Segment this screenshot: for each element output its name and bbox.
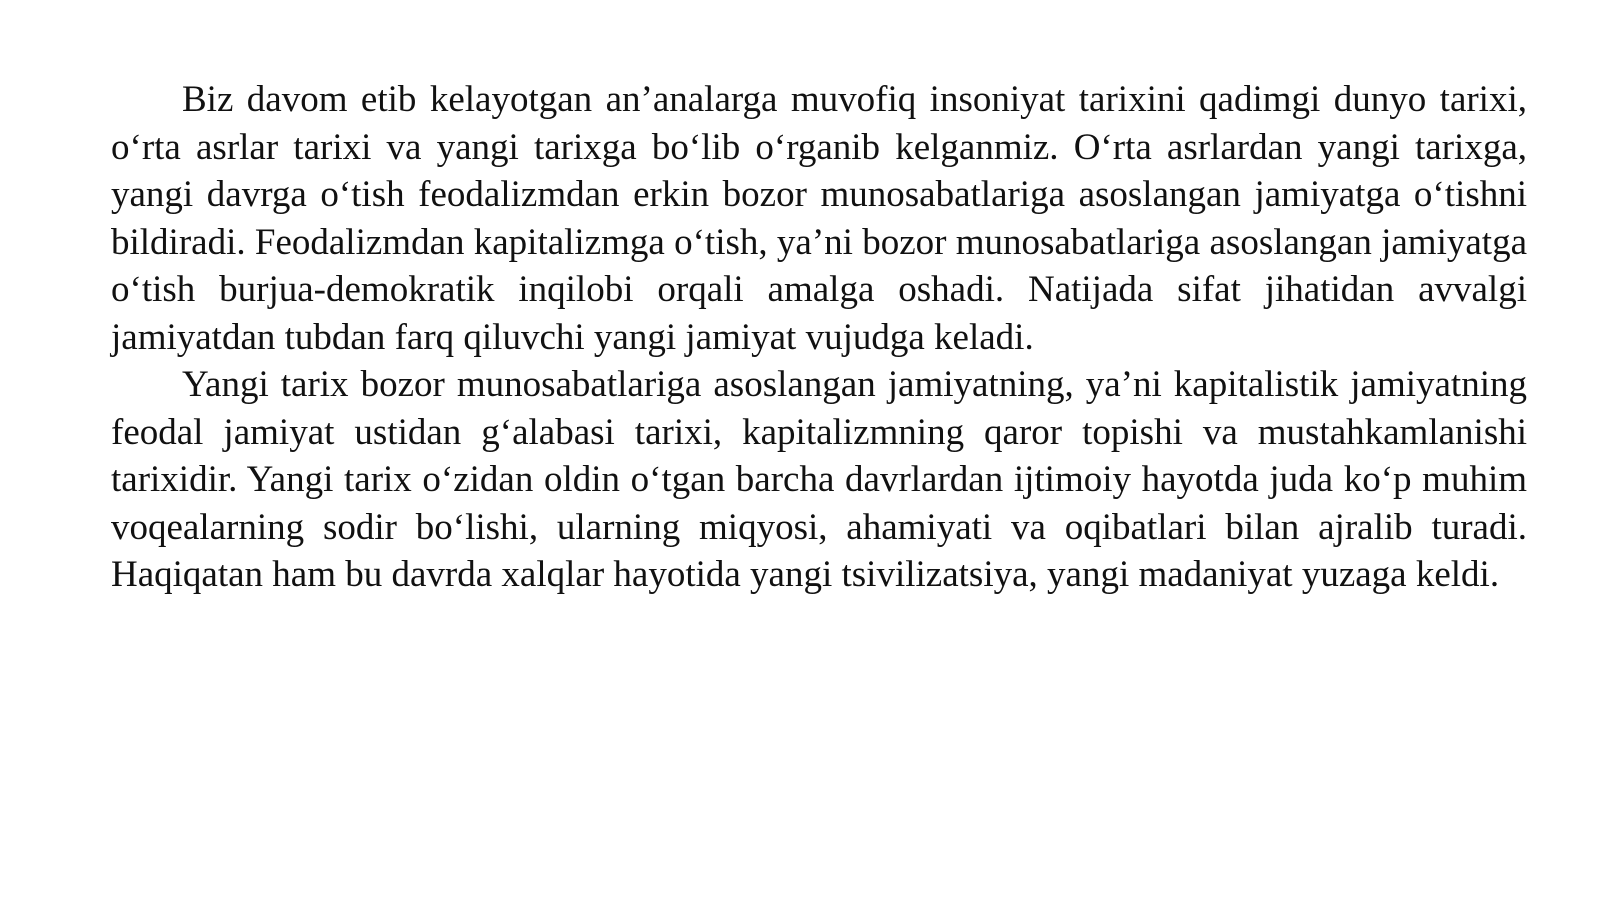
document-body (111, 76, 1527, 599)
paragraph: Yangi tarix bozor munosabatlariga asoslangan jamiyatning, ya’ni kapitalistik jamiyatning feodal jamiyat ustidan g‘alabasi tarixi, kapitalizmning qaror topishi va mustahkamlanishi tarixidir. Yangi tarix o‘zidan oldin o‘tgan barcha davrlardan ijtimoiy hayotda juda ko‘p muhim voqealarning sodir bo‘lishi, ularning miqyosi, ahamiyati va oqibatlari bilan ajralib turadi. Haqiqatan ham bu davrda xalqlar hayotida yangi tsivilizatsiya, yangi madaniyat yuzaga keldi. (111, 364, 1527, 595)
paragraph: Biz davom etib kelayotgan an’analarga muvofiq insoniyat tarixini qadimgi dunyo tarixi, o‘rta asrlar tarixi va yangi tarixga bo‘lib o‘rganib kelganmiz. O‘rta asrlardan yangi tarixga, yangi davrga o‘tish feodalizmdan erkin bozor munosabatlariga asoslangan jamiyatga o‘tishni bildiradi. Feodalizmdan kapitalizmga o‘tish, ya’ni bozor munosabatlariga asoslangan jamiyatga o‘tish burjua-demokratik inqilobi orqali amalga oshadi. Natijada sifat jihatidan avvalgi jamiyatdan tubdan farq qiluvchi yangi jamiyat vujudga keladi. (111, 79, 1527, 358)
